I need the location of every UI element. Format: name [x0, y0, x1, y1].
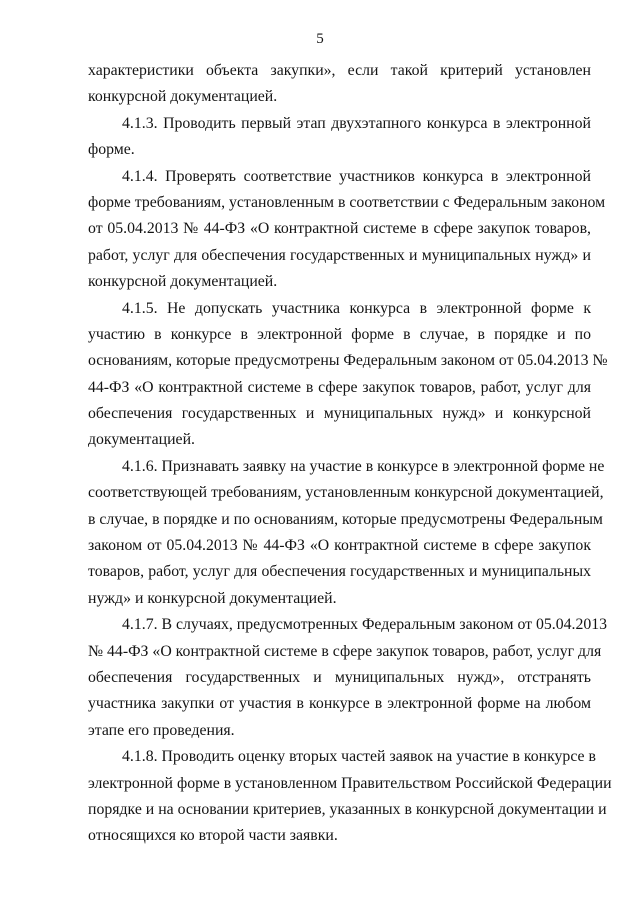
text-line: конкурсной документацией. — [88, 273, 278, 291]
text-line: этапе его проведения. — [88, 721, 235, 739]
body-text — [88, 58, 612, 850]
text-line: 4.1.4. Проверять соответствие участников конкурса в электронной — [122, 167, 591, 185]
text-line: 44-ФЗ «О контрактной системе в сфере закупок товаров, работ, услуг для — [88, 378, 591, 396]
text-line: законом от 05.04.2013 № 44-ФЗ «О контрактной системе в сфере закупок — [88, 537, 591, 555]
text-line: 4.1.7. В случаях, предусмотренных Федеральным законом от 05.04.2013 — [122, 616, 608, 634]
text-line: форме. — [88, 141, 135, 159]
text-line: конкурсной документацией. — [88, 88, 278, 106]
text-line: участника закупки от участия в конкурсе в электронной форме на любом — [88, 695, 591, 713]
text-line: нужд» и конкурсной документацией. — [88, 589, 337, 607]
page-number: 5 — [316, 31, 324, 47]
text-line: 4.1.3. Проводить первый этап двухэтапного конкурса в электронной — [122, 114, 591, 132]
text-line: участию в конкурсе в электронной форме в случае, в порядке и по — [88, 325, 591, 343]
text-line: 4.1.5. Не допускать участника конкурса в электронной форме к — [122, 299, 591, 317]
text-line: № 44-ФЗ «О контрактной системе в сфере закупок товаров, работ, услуг для — [88, 642, 602, 660]
text-line: основаниям, которые предусмотрены Федеральным законом от 05.04.2013 № — [88, 352, 608, 370]
text-line: 4.1.6. Признавать заявку на участие в конкурсе в электронной форме не — [122, 457, 605, 475]
text-line: работ, услуг для обеспечения государственных и муниципальных нужд» и — [88, 246, 591, 264]
text-line: порядке и на основании критериев, указанных в конкурсной документации и — [88, 800, 607, 818]
text-line: товаров, работ, услуг для обеспечения государственных и муниципальных — [88, 563, 591, 581]
text-line: относящихся ко второй части заявки. — [88, 827, 338, 845]
text-line: от 05.04.2013 № 44-ФЗ «О контрактной системе в сфере закупок товаров, — [88, 220, 591, 238]
text-line: обеспечения государственных и муниципальных нужд» и конкурсной — [88, 405, 591, 423]
text-line: характеристики объекта закупки», если такой критерий установлен — [88, 62, 591, 79]
text-line: форме требованиям, установленным в соответствии с Федеральным законом — [88, 193, 606, 211]
text-line: 4.1.8. Проводить оценку вторых частей заявок на участие в конкурсе в — [122, 748, 596, 766]
text-line: в случае, в порядке и по основаниям, которые предусмотрены Федеральным — [88, 510, 603, 528]
text-line: обеспечения государственных и муниципальных нужд», отстранять — [88, 668, 591, 686]
text-line: соответствующей требованиям, установленным конкурсной документацией, — [88, 484, 604, 502]
text-line: электронной форме в установленном Правительством Российской Федерации — [88, 774, 612, 792]
text-line: документацией. — [88, 431, 195, 449]
